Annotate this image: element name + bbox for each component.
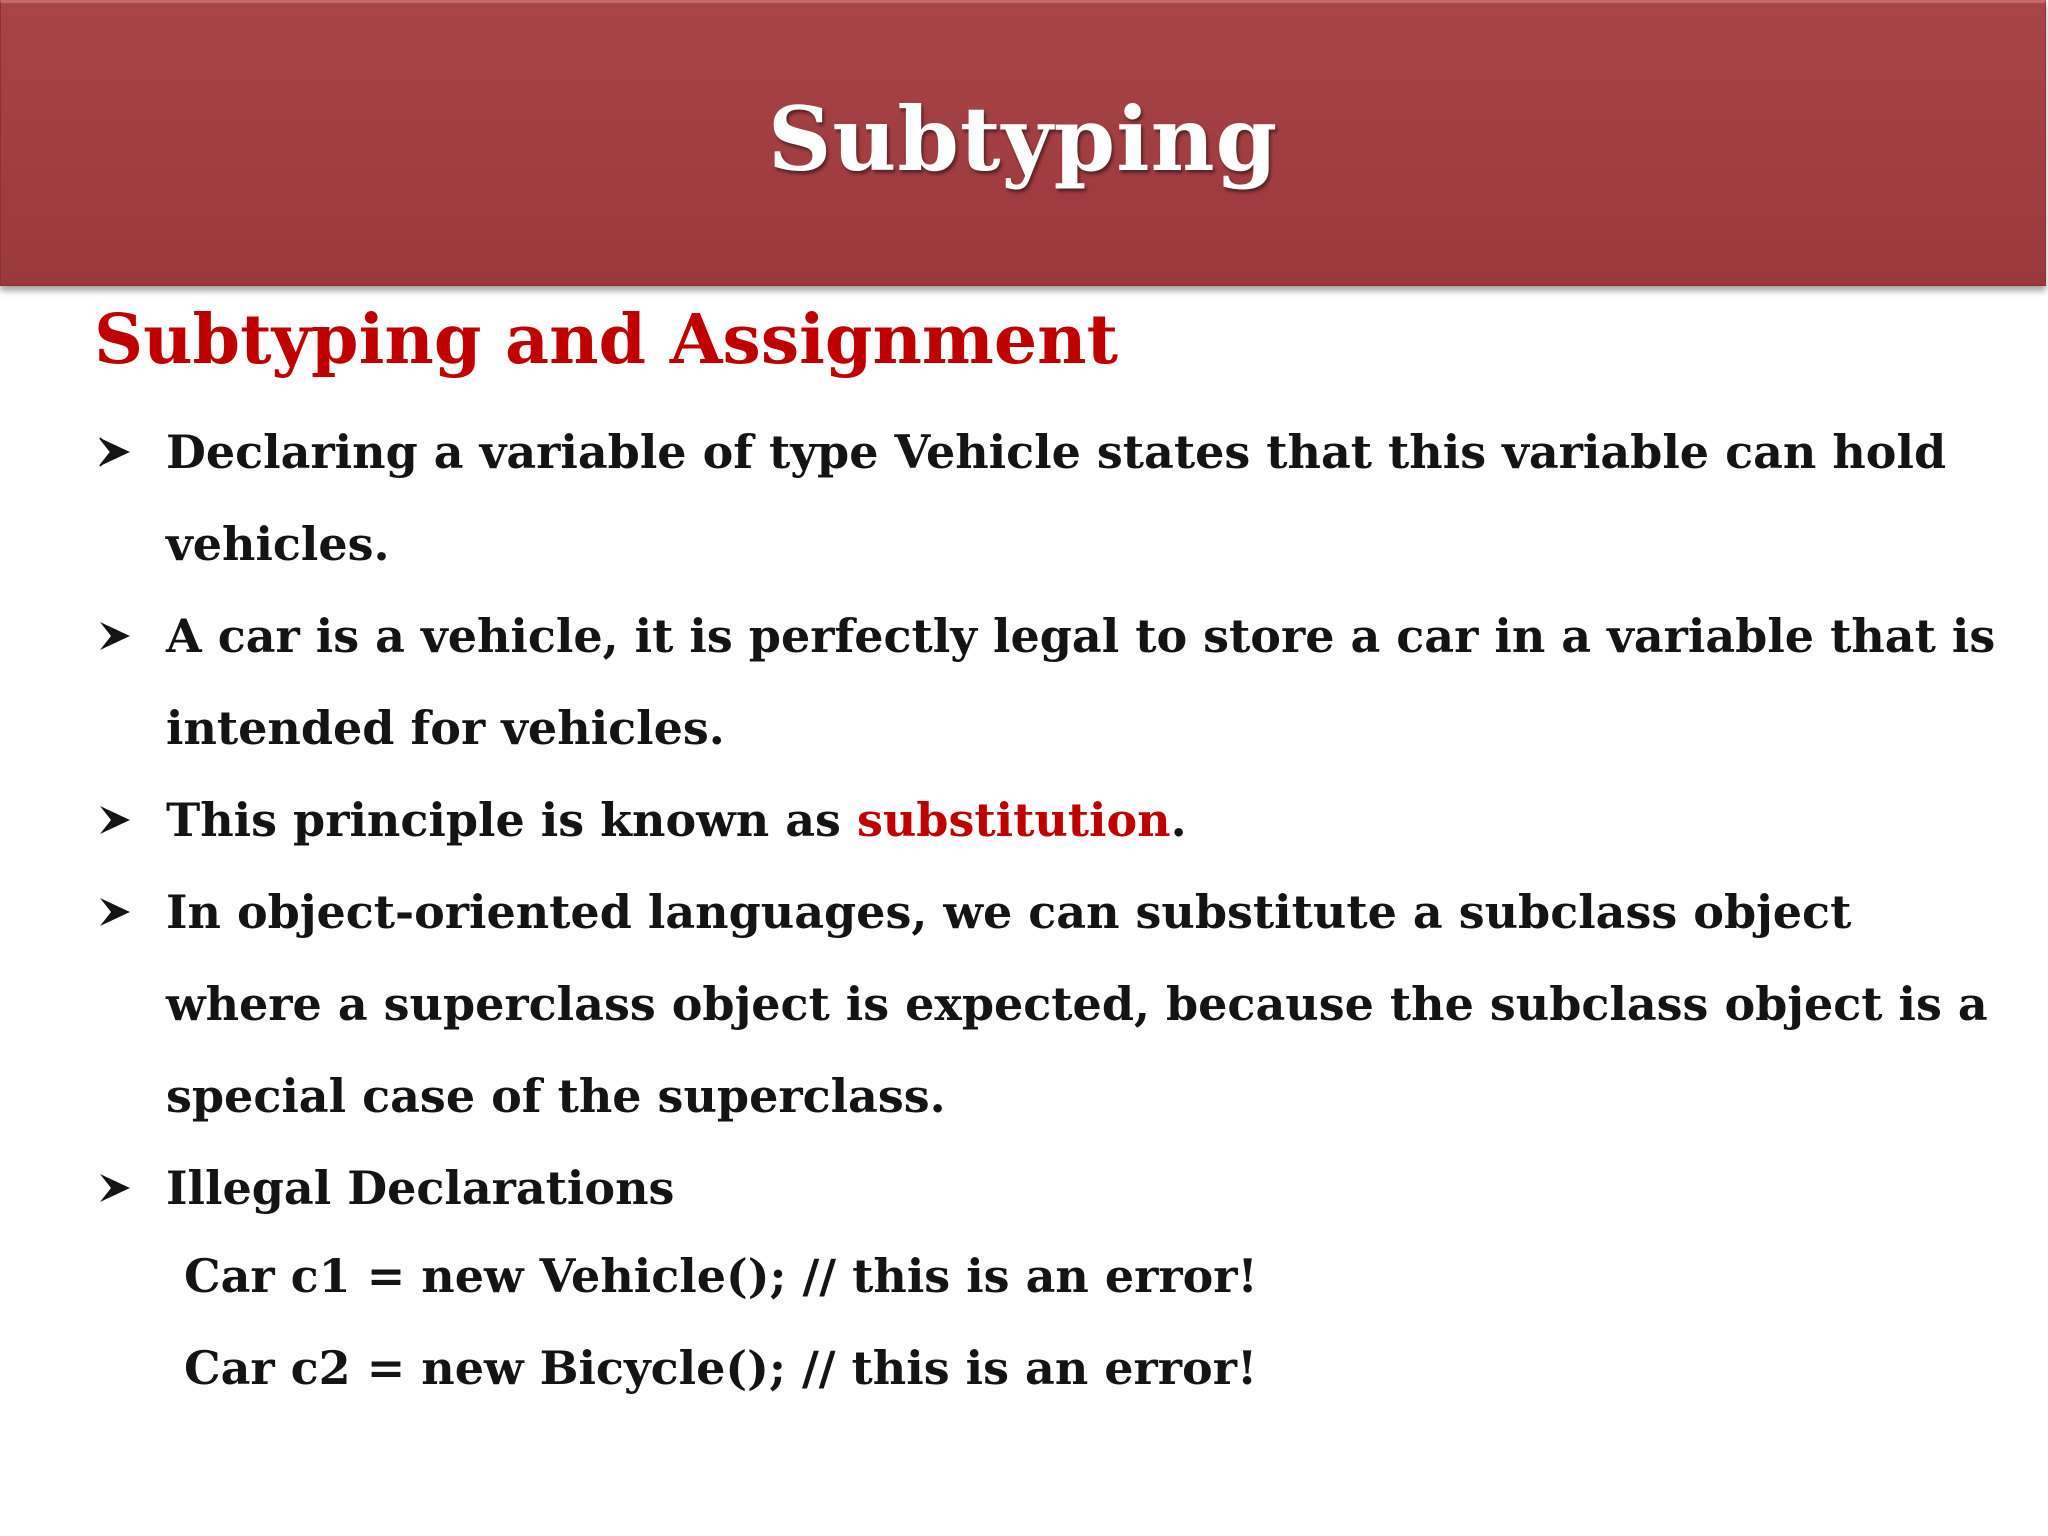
title-bar [0, 0, 2046, 286]
bullet-text: Illegal Declarations [166, 1161, 675, 1215]
bullet-text: A car is a vehicle, it is perfectly legal to store a car in a variable that is intended for vehicles. [166, 609, 1996, 755]
arrowhead-bullet-icon [96, 406, 136, 498]
bullet-item [96, 406, 1996, 590]
bullet-item [96, 774, 1996, 866]
bullet-text: In object-oriented languages, we can substitute a subclass object where a superclass object is expected, because the subclass object is a special case of the superclass. [166, 885, 1988, 1123]
section-heading: Subtyping and Assignment [94, 300, 1118, 380]
bullet-text: Declaring a variable of type Vehicle states that this variable can hold vehicles. [166, 425, 1947, 571]
arrowhead-bullet-icon [96, 866, 136, 958]
bullet-item [96, 866, 1996, 1142]
substitution-term: substitution [856, 793, 1171, 847]
code-line-c1: Car c1 = new Vehicle(); // this is an error! [184, 1249, 1258, 1303]
bullet-item [96, 1142, 1996, 1234]
bullet-list [96, 406, 1996, 1234]
arrowhead-bullet-icon [96, 1142, 136, 1234]
arrowhead-bullet-icon [96, 590, 136, 682]
arrowhead-bullet-icon [96, 774, 136, 866]
slide-title: Subtyping [767, 87, 1279, 191]
code-line-c2: Car c2 = new Bicycle(); // this is an error! [184, 1341, 1258, 1395]
bullet-punctuation: . [1170, 793, 1187, 847]
bullet-item [96, 590, 1996, 774]
bullet-text: This principle is known as [166, 793, 857, 847]
